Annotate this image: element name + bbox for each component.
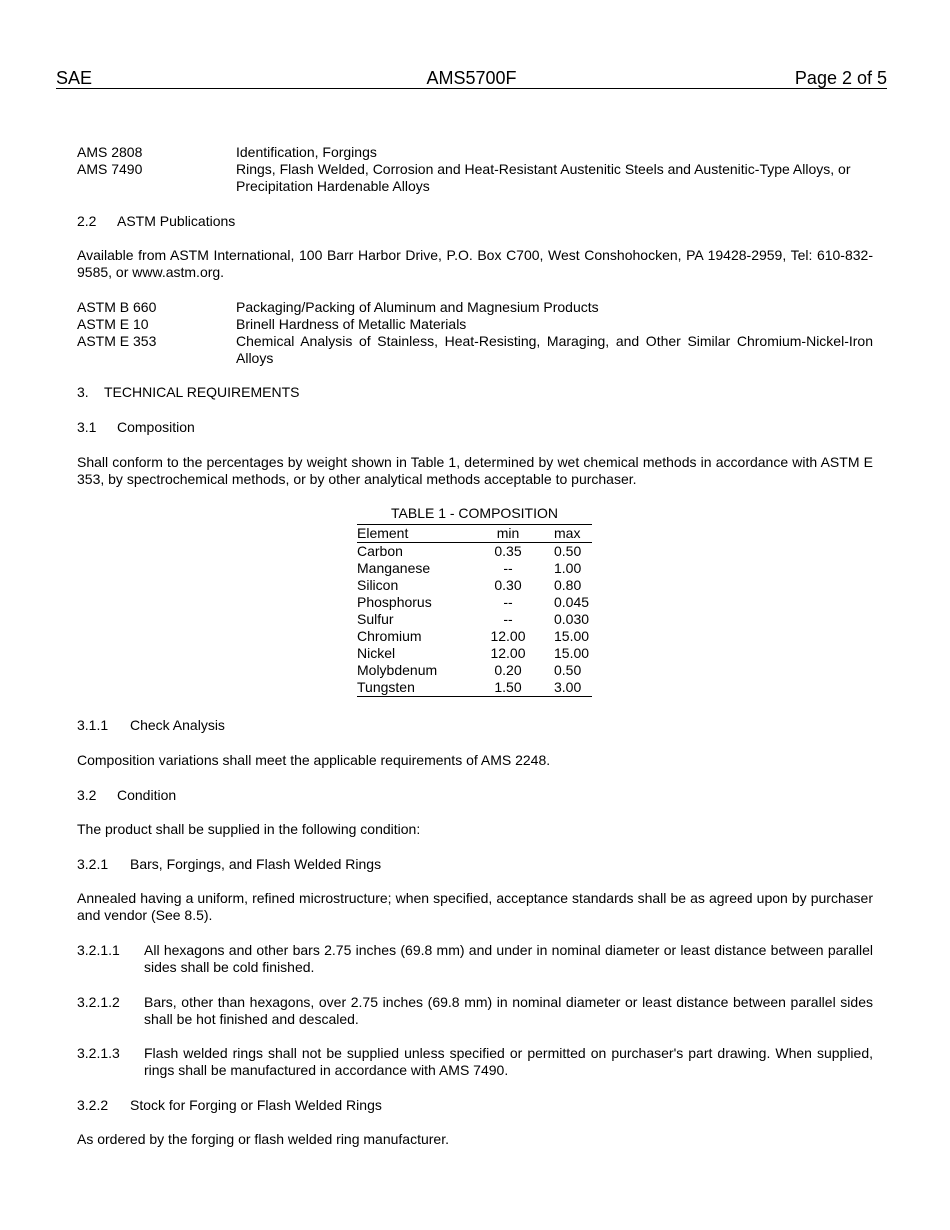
min-cell: 0.30 (494, 577, 522, 593)
element-cell: Molybdenum (357, 662, 438, 678)
section-number: 3.2.2 (77, 1097, 109, 1113)
section-title: Composition (117, 419, 195, 435)
paragraph: Bars, other than hexagons, over 2.75 inches (69.8 mm) in nominal diameter or least distance between parallel sides shall be hot finished and descaled. (144, 994, 873, 1027)
table-row (357, 645, 592, 662)
max-cell: 0.50 (554, 543, 582, 559)
element-cell: Manganese (357, 560, 431, 576)
section-number: 3.2.1.2 (77, 994, 120, 1010)
element-cell: Tungsten (357, 679, 415, 695)
max-cell: 15.00 (554, 645, 590, 661)
page-number: Page 2 of 5 (794, 68, 887, 88)
min-cell: 0.20 (494, 662, 522, 678)
max-cell: 0.50 (554, 662, 582, 678)
min-cell: 12.00 (490, 628, 526, 644)
table-row (357, 628, 592, 645)
column-header: min (496, 525, 520, 541)
reference-title: Chemical Analysis of Stainless, Heat-Resisting, Maraging, and Other Similar Chromium-Nickel-Iron Alloys (236, 333, 873, 366)
reference-code: ASTM B 660 (77, 299, 157, 315)
paragraph: Shall conform to the percentages by weight shown in Table 1, determined by wet chemical methods in accordance with ASTM E 353, by spectrochemical methods, or by other analytical methods acceptable to purchaser. (77, 454, 873, 487)
reference-title: Identification, Forgings (236, 144, 377, 160)
table-title: TABLE 1 - COMPOSITION (391, 505, 558, 521)
paragraph: Annealed having a uniform, refined microstructure; when specified, acceptance standards shall be as agreed upon by purchaser and vendor (See 8.5). (77, 890, 873, 923)
reference-code: ASTM E 10 (77, 316, 149, 332)
table-row (357, 543, 592, 561)
section-title: TECHNICAL REQUIREMENTS (104, 384, 300, 400)
section-number: 3.2 (77, 787, 97, 803)
section-number: 3. (77, 384, 89, 400)
min-cell: -- (503, 594, 513, 610)
max-cell: 1.00 (554, 560, 582, 576)
table-row (357, 611, 592, 628)
reference-title: Rings, Flash Welded, Corrosion and Heat-Resistant Austenitic Steels and Austenitic-Type Alloys, or Precipitation Hardenable Alloys (236, 161, 851, 194)
min-cell: 0.35 (494, 543, 522, 559)
section-title: ASTM Publications (117, 213, 236, 229)
element-cell: Nickel (357, 645, 396, 661)
paragraph: As ordered by the forging or flash welded ring manufacturer. (77, 1131, 449, 1147)
paragraph: Composition variations shall meet the applicable requirements of AMS 2248. (77, 752, 551, 768)
document-number: AMS5700F (426, 68, 517, 88)
min-cell: 1.50 (494, 679, 522, 695)
table-row (357, 679, 592, 697)
min-cell: -- (503, 611, 513, 627)
reference-title: Packaging/Packing of Aluminum and Magnesium Products (236, 299, 599, 315)
paragraph: The product shall be supplied in the following condition: (77, 821, 421, 837)
max-cell: 0.80 (554, 577, 582, 593)
page-header (56, 68, 887, 89)
paragraph: Flash welded rings shall not be supplied unless specified or permitted on purchaser's part drawing. When supplied, rings shall be manufactured in accordance with AMS 7490. (144, 1045, 873, 1078)
max-cell: 0.045 (554, 594, 590, 610)
element-cell: Carbon (357, 543, 403, 559)
reference-title: Brinell Hardness of Metallic Materials (236, 316, 467, 332)
element-cell: Sulfur (357, 611, 394, 627)
section-number: 3.2.1.1 (77, 942, 120, 958)
section-number: 3.1 (77, 419, 97, 435)
section-number: 3.2.1 (77, 856, 109, 872)
composition-table (357, 505, 592, 697)
section-title: Stock for Forging or Flash Welded Rings (130, 1097, 382, 1113)
section-number: 3.1.1 (77, 717, 109, 733)
min-cell: -- (503, 560, 513, 576)
table-row (357, 560, 592, 577)
table-header-row (357, 525, 592, 543)
table-row (357, 594, 592, 611)
paragraph: All hexagons and other bars 2.75 inches (69.8 mm) and under in nominal diameter or least distance between parallel sides shall be cold finished. (144, 942, 873, 975)
element-cell: Phosphorus (357, 594, 432, 610)
max-cell: 0.030 (554, 611, 590, 627)
section-title: Check Analysis (130, 717, 225, 733)
table-row (357, 577, 592, 594)
min-cell: 12.00 (490, 645, 526, 661)
column-header: max (554, 525, 581, 541)
section-number: 2.2 (77, 213, 97, 229)
column-header: Element (357, 525, 409, 541)
max-cell: 3.00 (554, 679, 582, 695)
section-title: Bars, Forgings, and Flash Welded Rings (130, 856, 382, 872)
table-row (357, 662, 592, 679)
max-cell: 15.00 (554, 628, 590, 644)
section-number: 3.2.1.3 (77, 1045, 120, 1061)
section-title: Condition (117, 787, 177, 803)
reference-code: AMS 2808 (77, 144, 143, 160)
element-cell: Chromium (357, 628, 422, 644)
element-cell: Silicon (357, 577, 399, 593)
reference-code: ASTM E 353 (77, 333, 157, 349)
publisher-name: SAE (56, 68, 93, 88)
astm-availability: Available from ASTM International, 100 Barr Harbor Drive, P.O. Box C700, West Conshohocken, PA 19428-2959, Tel: 610-832-9585, or www.astm.org. (77, 247, 873, 280)
reference-code: AMS 7490 (77, 161, 143, 177)
